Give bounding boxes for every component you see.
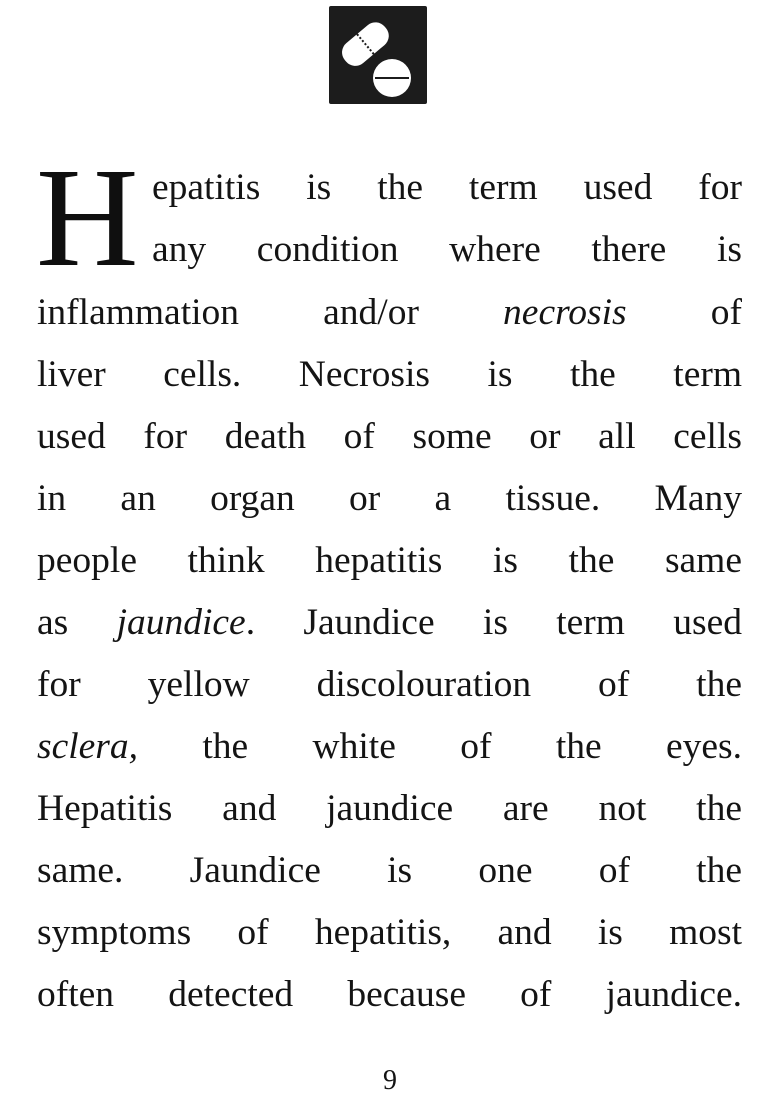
text-line: [37, 353, 742, 397]
text-line: [37, 973, 742, 1017]
text-segment: epatitis is the term used for: [152, 167, 742, 208]
text-line: [152, 166, 742, 210]
text-segment: . Jaundice is term used: [245, 602, 742, 643]
text-segment: of: [626, 292, 742, 333]
text-segment: often detected because of jaundice.: [37, 974, 742, 1015]
italic-term: necrosis: [503, 292, 627, 333]
text-line: [37, 911, 742, 955]
text-segment: liver cells. Necrosis is the term: [37, 354, 742, 395]
text-segment: in an organ or a tissue. Many: [37, 478, 742, 519]
text-segment: inflammation and/or: [37, 292, 504, 333]
text-segment: for yellow discolouration of the: [37, 664, 742, 705]
text-line: [152, 228, 742, 272]
text-line: [37, 415, 742, 459]
text-segment: the white of the eyes.: [138, 726, 742, 767]
text-line: [37, 601, 742, 645]
text-segment: people think hepatitis is the same: [37, 540, 742, 581]
page-number: 9: [383, 1065, 397, 1096]
text-line: [37, 291, 742, 335]
text-segment: same. Jaundice is one of the: [37, 850, 742, 891]
drop-cap: H: [36, 138, 139, 296]
text-line: [37, 787, 742, 831]
text-line: [37, 477, 742, 521]
text-segment: as: [37, 602, 117, 643]
text-line: [37, 663, 742, 707]
text-line: [37, 849, 742, 893]
italic-term: jaundice: [116, 602, 246, 643]
text-line: [37, 539, 742, 583]
pills-icon: [329, 6, 427, 104]
text-segment: symptoms of hepatitis, and is most: [37, 912, 742, 953]
text-segment: Hepatitis and jaundice are not the: [37, 788, 742, 829]
italic-term: sclera,: [37, 726, 139, 767]
text-segment: any condition where there is: [152, 229, 742, 270]
text-segment: used for death of some or all cells: [37, 416, 742, 457]
text-line: [37, 725, 742, 769]
